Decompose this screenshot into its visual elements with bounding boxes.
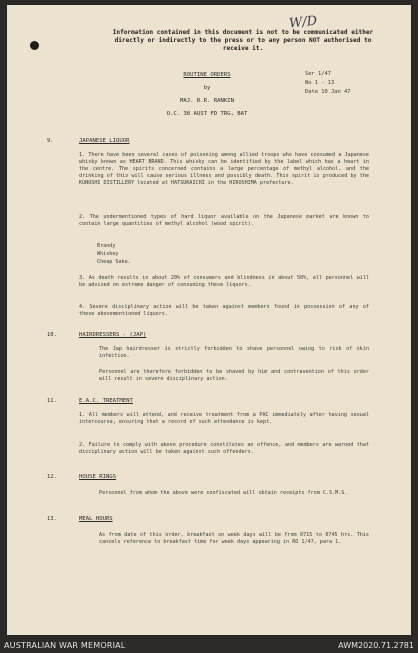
- section-13-para-1: As from date of this order, breakfast on week days will be from 0715 to 0745 hrs. This cancels reference to breakfast time for week days appearing in RO 1/47, para 1.: [99, 532, 369, 546]
- doc-unit: O.C. 38 AUST FD TRG, BAT: [166, 111, 248, 117]
- liquor-item: Cheap Sake.: [97, 259, 131, 265]
- doc-title: ROUTINE ORDERS: [183, 72, 231, 78]
- section-heading-10: HAIRDRESSERS - (JAP): [79, 332, 147, 338]
- liquor-item: Whiskey: [97, 251, 119, 257]
- section-10-para-1: The Jap hairdresser is strictly forbidden to shave personnel owing to risk of skin infection.: [99, 346, 369, 360]
- section-9-para-3: 3. As death results in about 20% of consumers and blindness in about 50%, all personnel will be advised on extreme danger of consuming these liquors.: [79, 275, 369, 289]
- section-number-10: 10.: [47, 332, 57, 338]
- section-heading-12: HOUSE RINGS: [79, 474, 117, 480]
- doc-author: MAJ. R.R. RANKIN: [180, 98, 234, 104]
- ref-number: No 1 - 13: [305, 80, 335, 86]
- section-9-para-1: 1. There have been several cases of poisoning among allied troops who have consumed a Japanese whisky known as HEART BRAND. This whisky can be identified by the label which has a heart in the centre. The spirits concerned contains a large percentage of methyl alcohol, and the drinking of this will cause serious illness and possibly death. This spirit is produced by the KUNOSHI DISTILLERY located at HATSUKAICHI in the HIROSHIMA prefecture.: [79, 152, 369, 187]
- section-number-13: 13.: [47, 516, 57, 522]
- section-heading-13: MEAL HOURS: [79, 516, 113, 522]
- liquor-item: Brandy: [97, 243, 116, 249]
- section-heading-11: E.A.C. TREATMENT: [79, 398, 133, 404]
- document-page: [7, 5, 411, 635]
- punch-hole: [30, 41, 39, 50]
- doc-by: by: [203, 85, 211, 91]
- section-11-para-2: 2. Failure to comply with above procedure constitutes an offence, and members are warned that disciplinary action will be taken against such offenders.: [79, 442, 369, 456]
- confidentiality-notice: Information contained in this document is not to be communicated either directly or indirectly to the press or to any person NOT authorised to receive it.: [112, 29, 374, 52]
- section-heading-9: JAPANESE LIQUOR: [79, 138, 130, 144]
- footer-bar: [0, 640, 418, 653]
- section-11-para-1: 1. All members will attend, and receive treatment from a PAC immediately after having sexual intercourse, ensuring that a record of such attendance is kept.: [79, 412, 369, 426]
- section-12-para-1: Personnel from whom the above were confiscated will obtain receipts from C.S.M.S.: [99, 490, 348, 496]
- ref-date: Date 10 Jan 47: [305, 89, 351, 95]
- footer-accession-number: AWM2020.71.2781: [338, 641, 414, 650]
- ref-serial: Ser 1/47: [305, 71, 331, 77]
- section-9-para-2: 2. The undermentioned types of hard liquor available on the Japanese market are known to contain large quantities of methyl alcohol (wood spirit).: [79, 214, 369, 228]
- handwritten-mark: W/D: [288, 13, 318, 32]
- section-9-para-4: 4. Severe disciplinary action will be taken against members found in possession of any of these abovementioned liquors.: [79, 304, 369, 318]
- section-number-12: 12.: [47, 474, 57, 480]
- section-number-11: 11.: [47, 398, 57, 404]
- footer-institution: AUSTRALIAN WAR MEMORIAL: [4, 641, 126, 650]
- section-10-para-2: Personnel are therefore forbidden to be shaved by him and contravention of this order will result in severe disciplinary action.: [99, 369, 369, 383]
- section-number-9: 9.: [47, 138, 54, 144]
